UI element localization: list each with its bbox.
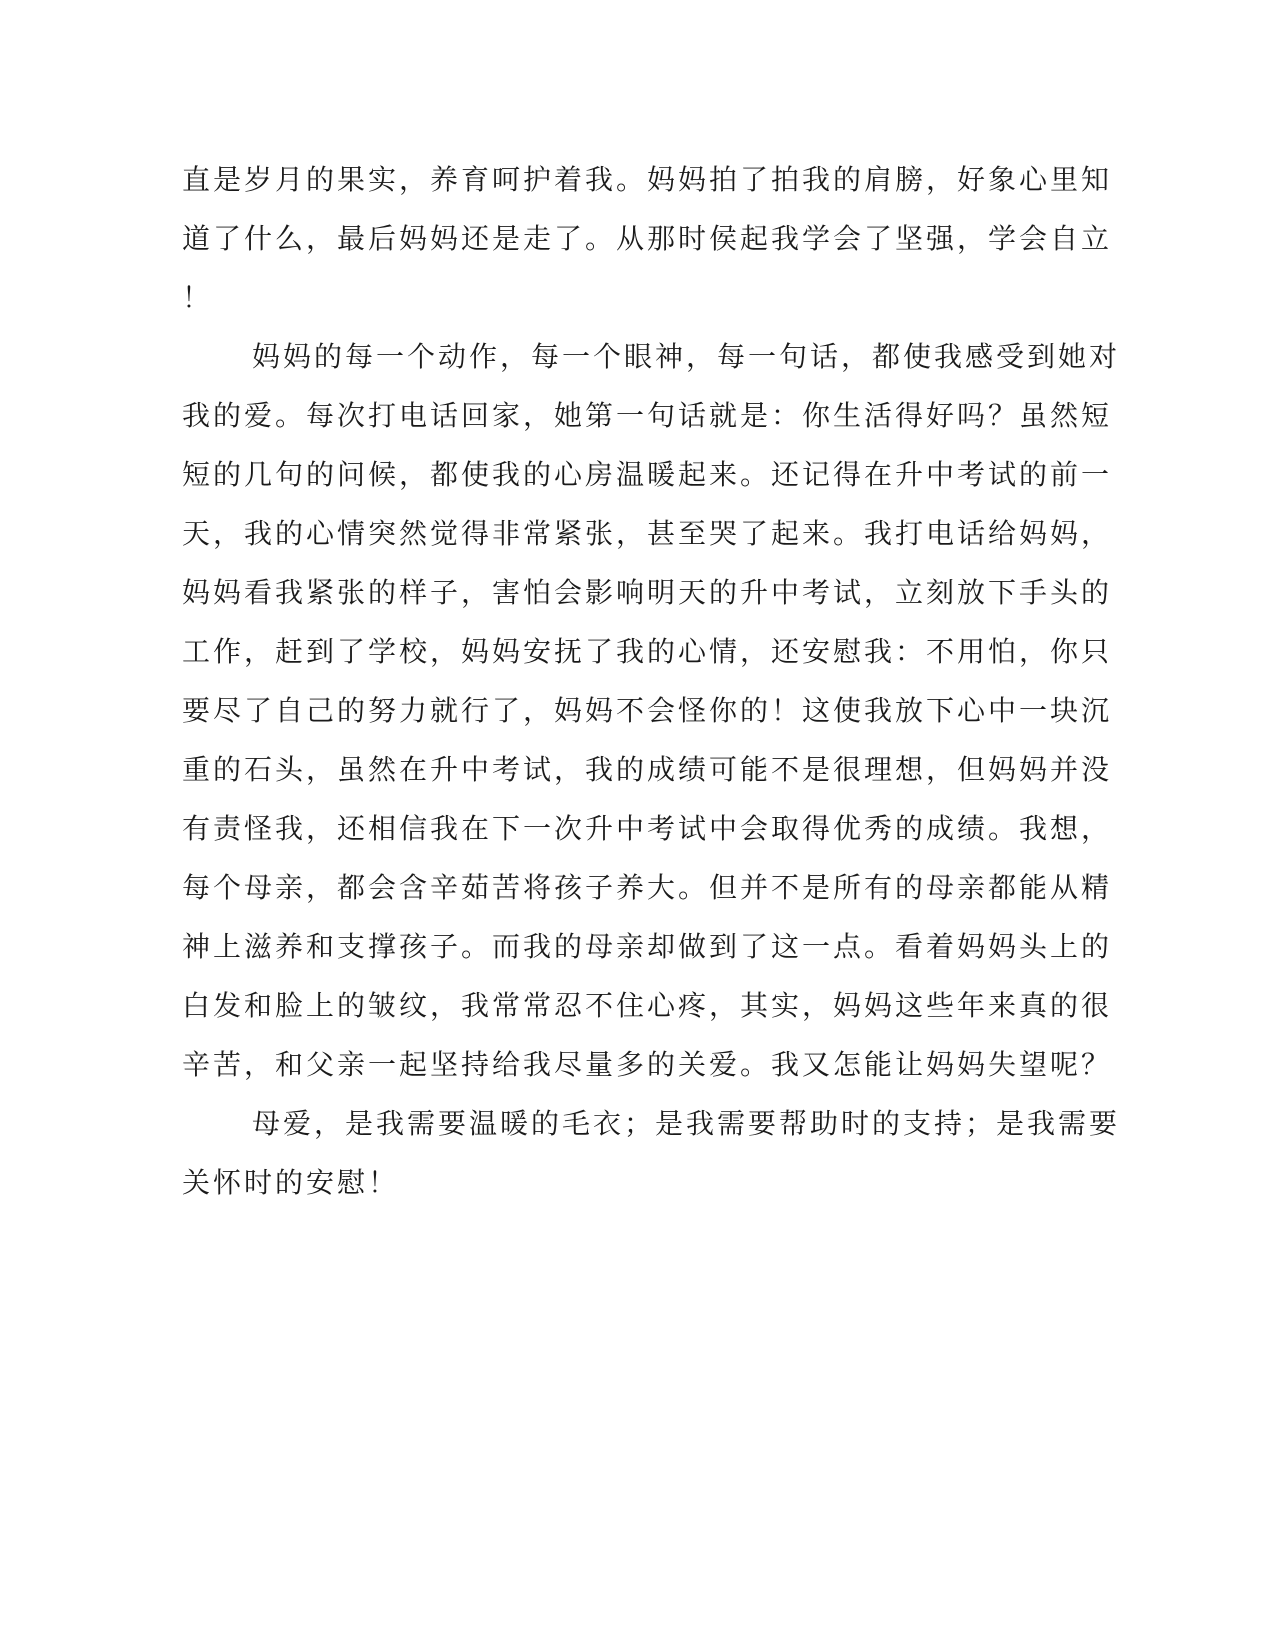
text-line: 关怀时的安慰！ — [182, 1166, 400, 1199]
text-line: 重的石头，虽然在升中考试，我的成绩可能不是很理想，但妈妈并没 — [182, 753, 1113, 786]
text-line: 短的几句的问候，都使我的心房温暖起来。还记得在升中考试的前一 — [182, 458, 1113, 491]
text-line: 妈妈的每一个动作，每一个眼神，每一句话，都使我感受到她对 — [252, 340, 1121, 373]
text-line: 工作，赶到了学校，妈妈安抚了我的心情，还安慰我：不用怕，你只 — [182, 635, 1113, 668]
text-line: 辛苦，和父亲一起坚持给我尽量多的关爱。我又怎能让妈妈失望呢？ — [182, 1048, 1113, 1081]
text-line: 道了什么，最后妈妈还是走了。从那时侯起我学会了坚强，学会自立 — [182, 222, 1113, 255]
document-body — [182, 150, 1121, 1212]
text-line: 直是岁月的果实，养育呵护着我。妈妈拍了拍我的肩膀，好象心里知 — [182, 163, 1113, 196]
text-line: 每个母亲，都会含辛茹苦将孩子养大。但并不是所有的母亲都能从精 — [182, 871, 1113, 904]
paragraph-2 — [182, 327, 1121, 1094]
text-line: 天，我的心情突然觉得非常紧张，甚至哭了起来。我打电话给妈妈， — [182, 517, 1113, 550]
text-line: 白发和脸上的皱纹，我常常忍不住心疼，其实，妈妈这些年来真的很 — [182, 989, 1113, 1022]
paragraph-1 — [182, 150, 1113, 327]
text-line: ！ — [182, 281, 214, 314]
text-line: 我的爱。每次打电话回家，她第一句话就是：你生活得好吗？虽然短 — [182, 399, 1113, 432]
text-line: 神上滋养和支撑孩子。而我的母亲却做到了这一点。看着妈妈头上的 — [182, 930, 1113, 963]
text-line: 有责怪我，还相信我在下一次升中考试中会取得优秀的成绩。我想， — [182, 812, 1113, 845]
paragraph-3 — [182, 1094, 1121, 1212]
text-line: 要尽了自己的努力就行了，妈妈不会怪你的！这使我放下心中一块沉 — [182, 694, 1113, 727]
text-line: 母爱，是我需要温暖的毛衣；是我需要帮助时的支持；是我需要 — [252, 1107, 1121, 1140]
text-line: 妈妈看我紧张的样子，害怕会影响明天的升中考试，立刻放下手头的 — [182, 576, 1113, 609]
